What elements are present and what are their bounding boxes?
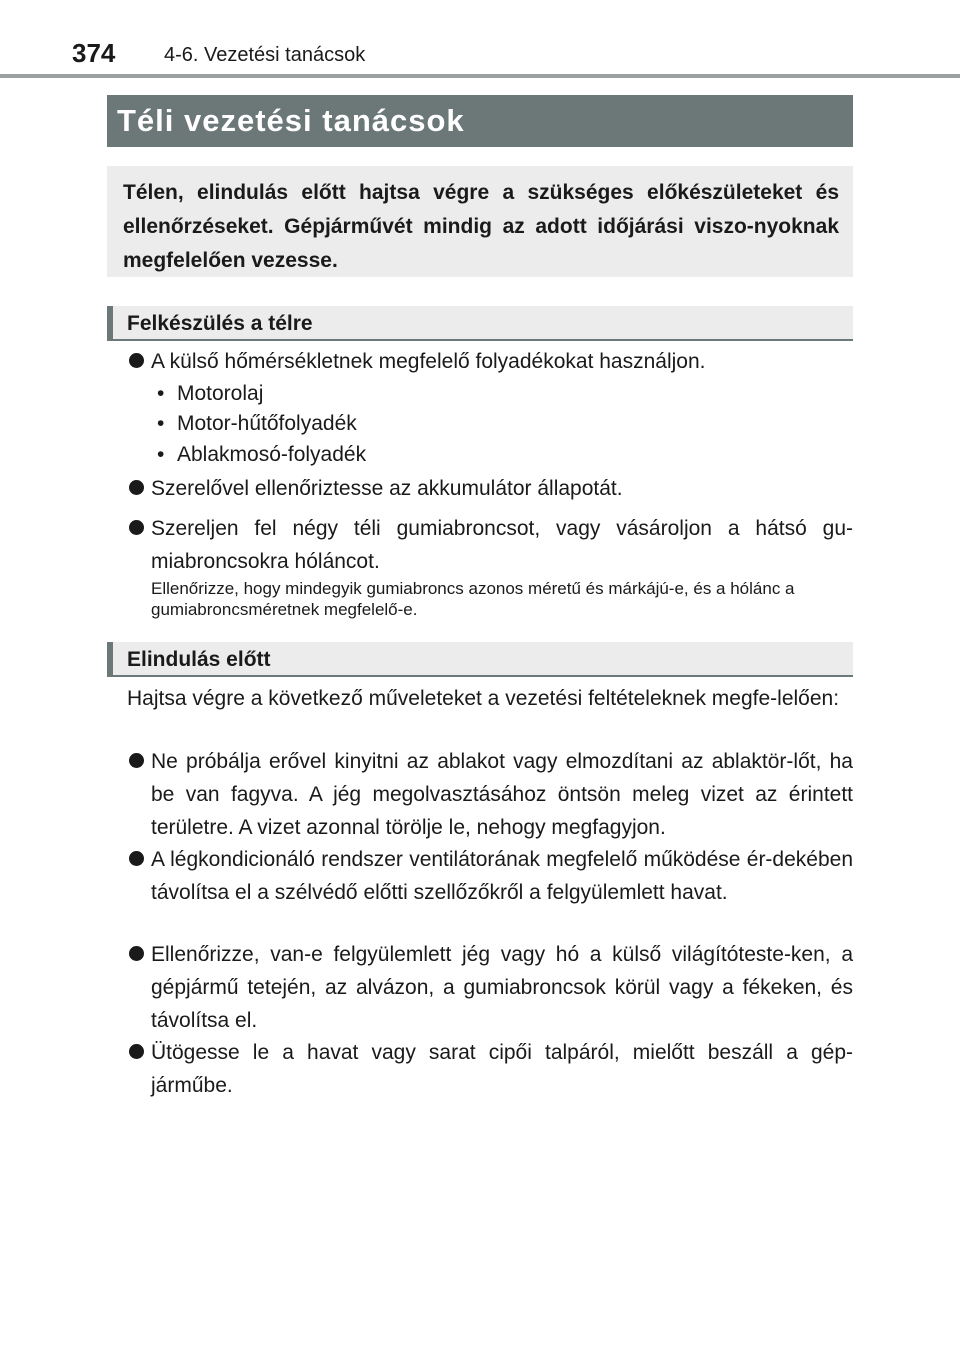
bullet-dot-icon [129,520,144,535]
page-title: Téli vezetési tanácsok [117,103,465,138]
bullet-dot-icon [129,946,144,961]
prep-note: Ellenőrizze, hogy mindegyik gumiabroncs azonos méretű és márkájú-e, és a hólánc a gumiabroncsméretnek megfelelő-e. [151,579,795,619]
bullet-dot-icon [129,353,144,368]
prep-bullet-battery [127,472,853,505]
page-header [0,0,960,80]
page-number: 374 [72,38,116,68]
sub-item-text: Motor-hűtőfolyadék [177,412,357,435]
sub-item-washer-fluid [157,440,366,470]
bullet-dot-icon [129,851,144,866]
page-title-band [107,95,853,147]
bullet-dot-icon [129,753,144,768]
sub-bullet-icon: • [157,443,165,466]
subheading-prep [107,306,853,341]
subheading-start-label: Elindulás előtt [127,648,271,671]
start-bullet-window [127,745,853,844]
prep-bullet-fluids-text: A külső hőmérsékletnek megfelelő folyadékokat használjon. [151,350,706,373]
sub-item-motor-oil [157,379,263,409]
sub-bullet-icon: • [157,382,165,405]
sub-item-text: Ablakmosó-folyadék [177,443,367,466]
bullet-dot-icon [129,480,144,495]
prep-bullet-fluids [127,345,853,378]
start-bullet-ventilation-text: A légkondicionáló rendszer ventilátorának megfelelő működése ér-dekében távolítsa el a szélvédő előtti szellőzőkről a felgyülemlett havat. [151,848,853,904]
subheading-start [107,642,853,677]
prep-bullet-tires [127,512,853,578]
header-rule [0,74,960,78]
start-bullet-ventilation [127,843,853,909]
sub-bullet-icon: • [157,412,165,435]
start-bullet-shoes-text: Ütögesse le a havat vagy sarat cipői talpáról, mielőtt beszáll a gép-járműbe. [151,1041,853,1097]
bullet-dot-icon [129,1044,144,1059]
intro-text: Télen, elindulás előtt hajtsa végre a szükséges előkészületeket és ellenőrzéseket. Gépjárművét mindig az adott időjárási viszo-nyoknak megfelelően vezesse. [123,181,839,272]
prep-bullet-battery-text: Szerelővel ellenőriztesse az akkumulátor állapotát. [151,477,623,500]
start-intro: Hajtsa végre a következő műveleteket a vezetési feltételeknek megfe-lelően: [127,687,840,710]
start-bullet-ice-check-text: Ellenőrizze, van-e felgyülemlett jég vagy hó a külső világítóteste-ken, a gépjármű tetején, az alvázon, a gumiabroncsok körül vagy a fékeken, és távolítsa el. [151,943,853,1032]
start-bullet-window-text: Ne próbálja erővel kinyitni az ablakot vagy elmozdítani az ablaktör-lőt, ha be van fagyva. A jég megolvasztásához öntsön meleg vizet az érintett területre. A vizet azonnal törölje le, nehogy megfagyjon. [151,750,853,839]
start-bullet-ice-check [127,938,853,1037]
prep-bullet-tires-text: Szereljen fel négy téli gumiabroncsot, vagy vásároljon a hátsó gu-miabroncsokra hóláncot. [151,517,853,573]
start-bullet-shoes [127,1036,853,1102]
subheading-prep-label: Felkészülés a télre [127,312,313,335]
intro-box [107,166,853,277]
sub-item-coolant [157,409,357,439]
sub-item-text: Motorolaj [177,382,264,405]
section-label: 4-6. Vezetési tanácsok [164,44,366,66]
